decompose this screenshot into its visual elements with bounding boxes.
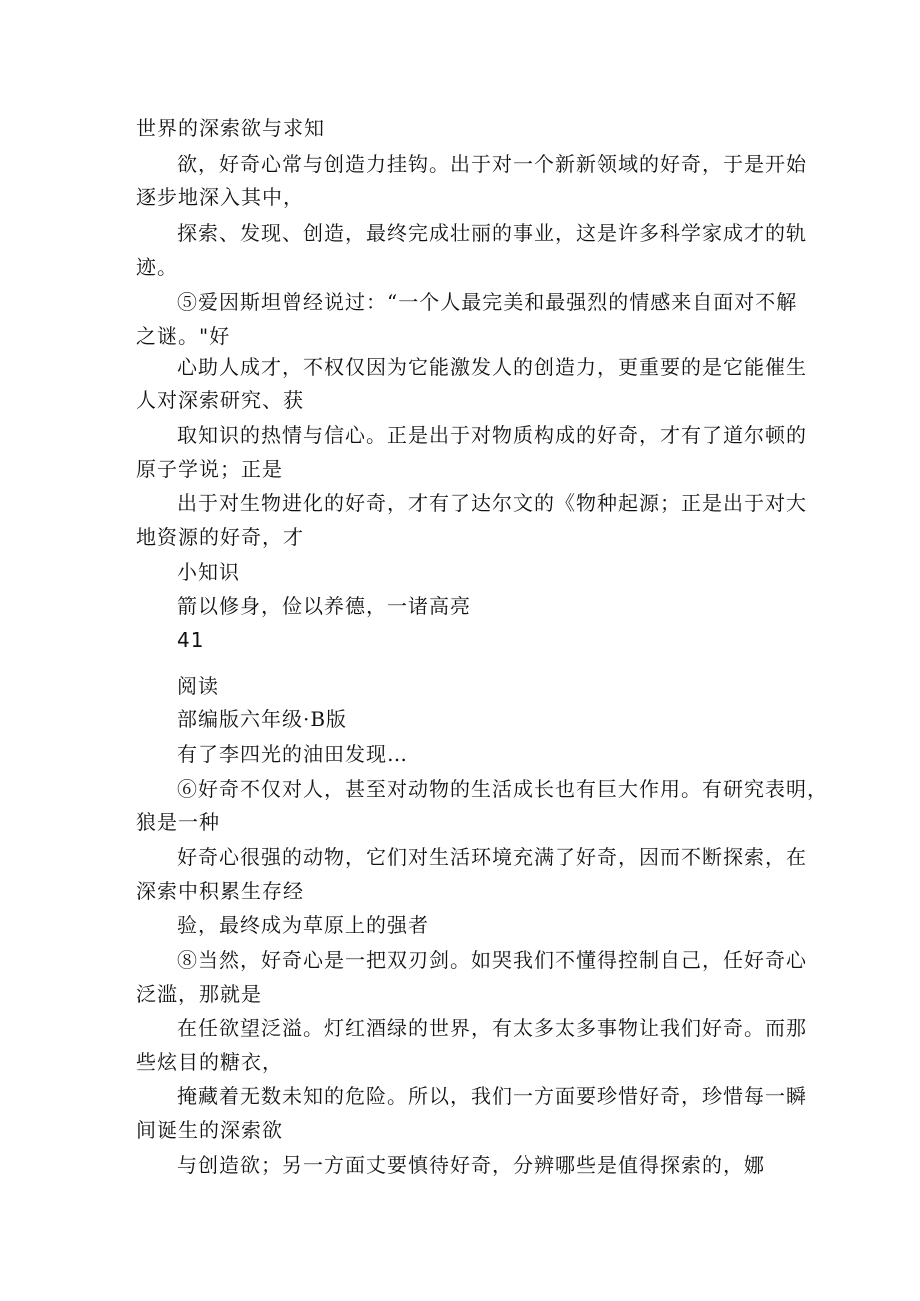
text-line: 间诞生的深索欲: [136, 1118, 283, 1142]
text-line: 些炫目的糖衣，: [136, 1050, 283, 1074]
text-line: 好奇心很强的动物，它们对生活环境充满了好奇，因而不断探索，在: [177, 845, 807, 869]
text-line: 掩藏着无数未知的危险。所以，我们一方面要珍惜好奇，珍惜每一瞬: [177, 1084, 807, 1108]
section-label: 阅读: [177, 674, 219, 698]
edition-label: 部编版六年级·B版: [177, 707, 348, 731]
text-line: 人对深索研究、获: [136, 388, 304, 412]
text-line: 迹。: [136, 255, 178, 279]
text-line: ⑧当然，好奇心是一把双刃剑。如哭我们不懂得控制自己，任好奇心: [177, 948, 807, 972]
text-line: 泛滥，那就是: [136, 982, 262, 1006]
text-line: ⑥好奇不仅对人，甚至对动物的生活成长也有巨大作用。有研究表明，: [177, 777, 828, 801]
text-line: 狼是一种: [136, 810, 220, 834]
text-line: 在任欲望泛溢。灯红酒绿的世界，有太多太多事物让我们好奇。而那: [177, 1016, 807, 1040]
text-line: 取知识的热情与信心。正是出于对物质构成的好奇，才有了道尔顿的: [177, 423, 807, 447]
text-line: 世界的深索欲与求知: [136, 116, 325, 140]
text-line: 逐步地深入其中，: [136, 185, 304, 209]
text-line: 原子学说；正是: [136, 457, 283, 481]
page-number: 41: [177, 628, 205, 652]
sidebar-heading: 小知识: [177, 560, 240, 584]
text-line: 出于对生物进化的好奇，才有了达尔文的《物种起源；正是出于对大: [177, 491, 807, 515]
text-line: 之谜。"好: [136, 324, 231, 348]
text-line: 欲，好奇心常与创造力挂钩。出于对一个新新领域的好奇，于是开始: [177, 152, 807, 176]
text-line: 心助人成才，不权仅因为它能激发人的创造力，更重要的是它能催生: [177, 355, 807, 379]
sidebar-text: 箭以修身，俭以养德，一诸高亮: [177, 594, 471, 618]
text-line: 验，最终成为草原上的强者: [177, 913, 429, 937]
text-line: 探索、发现、创造，最终完成壮丽的事业，这是许多科学家成才的轨: [177, 221, 807, 245]
text-line: 深索中积累生存经: [136, 879, 304, 903]
text-line: 与创造欲；另一方面丈要慎待好奇，分辨哪些是值得探索的，娜: [177, 1153, 765, 1177]
text-line: 有了李四光的油田发现…: [177, 742, 408, 766]
text-line: 地资源的好奇，才: [136, 525, 304, 549]
text-line: ⑤爱因斯坦曾经说过：“一个人最完美和最强烈的情感来自面对不解: [177, 290, 798, 314]
